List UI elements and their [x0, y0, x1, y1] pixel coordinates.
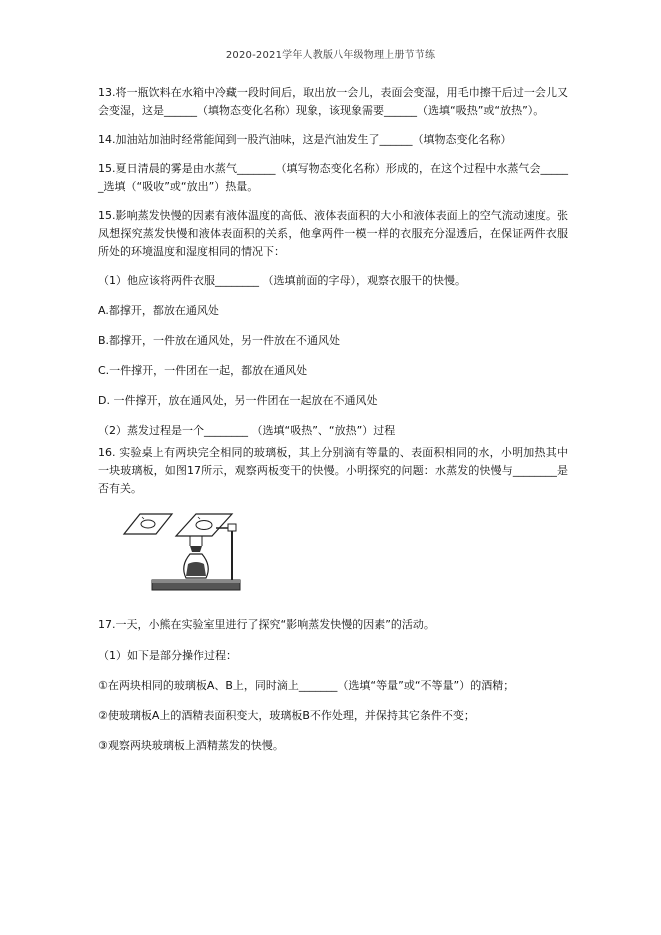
question-15b-part1: （1）他应该将两件衣服________ （选填前面的字母），观察衣服干的快慢。: [98, 274, 466, 287]
question-content: [98, 84, 568, 767]
option-b: B.都撑开，一件放在通风处，另一件放在不通风处: [98, 334, 341, 347]
question-15a: 15.夏日清晨的雾是由水蒸气_______（填写物态变化名称）形成的，在这个过程中水蒸气会______选填（“吸收”或“放出”）热量。: [98, 162, 568, 193]
option-a: A.都撑开，都放在通风处: [98, 304, 219, 317]
question-17-part1: （1）如下是部分操作过程：: [98, 649, 237, 662]
option-c: C.一件撑开，一件团在一起，都放在通风处: [98, 364, 308, 377]
question-14: 14.加油站加油时经常能闻到一股汽油味，这是汽油发生了______（填物态变化名称）: [98, 133, 512, 146]
question-13: 13.将一瓶饮料在水箱中冷藏一段时间后，取出放一会儿，表面会变湿，用毛巾擦干后过一会儿又会变湿，这是______（填物态变化名称）现象，该现象需要______（选填“吸热”或“放热”）。: [98, 86, 568, 117]
question-17-step1: ①在两块相同的玻璃板A、B上，同时滴上_______（选填“等量”或“不等量”）的酒精；: [98, 679, 515, 692]
question-17-step3: ③观察两块玻璃板上酒精蒸发的快慢。: [98, 739, 284, 752]
question-16: 16. 实验桌上有两块完全相同的玻璃板，其上分别滴有等量的、表面积相同的水，小明加热其中一块玻璃板，如图17所示，观察两板变干的快慢。小明探究的问题：水蒸发的快慢与________是否有关。: [98, 446, 568, 495]
question-17: 17.一天，小熊在实验室里进行了探究“影响蒸发快慢的因素”的活动。: [98, 618, 435, 631]
experiment-figure: [120, 506, 270, 596]
question-15b-part2: （2）蒸发过程是一个________ （选填“吸热”、“放热”）过程: [98, 424, 396, 437]
question-15b: 15.影响蒸发快慢的因素有液体温度的高低、液体表面积的大小和液体表面上的空气流动速度。张凤想探究蒸发快慢和液体表面积的关系，他拿两件一模一样的衣服充分湿透后，在保证两件衣服所处的环境温度和湿度相同的情况下：: [98, 209, 568, 258]
option-d: D. 一件撑开，放在通风处，另一件团在一起放在不通风处: [98, 394, 378, 407]
question-17-step2: ②使玻璃板A上的酒精表面积变大，玻璃板B不作处理，并保持其它条件不变；: [98, 709, 475, 722]
glass-plates-heating-illustration: [120, 506, 270, 596]
page-header: 2020-2021学年人教版八年级物理上册节节练: [225, 50, 436, 61]
